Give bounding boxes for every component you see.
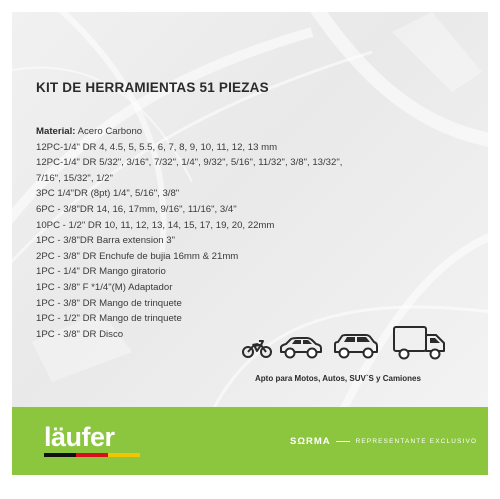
spec-line: 12PC-1/4" DR 4, 4.5, 5, 5.5, 6, 7, 8, 9, 10, 11, 12, 13 mm xyxy=(36,141,278,153)
spec-line: 1PC - 3/8" DR Disco xyxy=(36,328,124,340)
sorma-logo: SΩRMA xyxy=(290,435,331,447)
spec-line: 2PC - 3/8" DR Enchufe de bujia 16mm & 21mm xyxy=(36,250,239,262)
truck-icon xyxy=(392,325,448,361)
material-value: Acero Carbono xyxy=(77,126,143,137)
german-flag-stripe xyxy=(44,453,140,457)
spec-line: 7/16", 15/32", 1/2" xyxy=(36,172,113,184)
spec-line: 10PC - 1/2" DR 10, 11, 12, 13, 14, 15, 17, 19, 20, 22mm xyxy=(36,219,275,231)
motorcycle-icon xyxy=(242,337,272,359)
info-panel xyxy=(12,12,488,407)
material-line xyxy=(36,124,476,140)
flag-stripe-gold xyxy=(108,453,140,457)
laufer-logo: läufer xyxy=(44,422,115,452)
material-label: Material: xyxy=(36,126,76,137)
vehicle-icons xyxy=(242,325,467,365)
partner-badge xyxy=(290,433,477,449)
brand-footer xyxy=(12,407,488,475)
spec-line: 1PC - 1/2" DR Mango de trinquete xyxy=(36,313,182,325)
spec-line: 3PC 1/4"DR (8pt) 1/4", 5/16", 3/8" xyxy=(36,188,180,200)
product-title: KIT DE HERRAMIENTAS 51 PIEZAS xyxy=(36,80,269,95)
suv-icon xyxy=(332,333,380,359)
partner-tagline: REPRESENTANTE EXCLUSIVO xyxy=(355,437,478,445)
car-icon xyxy=(278,335,324,359)
spec-line: 1PC - 1/4" DR Mango giratorio xyxy=(36,266,166,278)
spec-line: 6PC - 3/8"DR 14, 16, 17mm, 9/16", 11/16", 3/4" xyxy=(36,203,237,215)
compatibility-caption: Apto para Motos, Autos, SUV`S y Camiones xyxy=(255,374,421,383)
partner-divider xyxy=(336,441,350,442)
spec-line: 1PC - 3/8" DR Mango de trinquete xyxy=(36,297,182,309)
flag-stripe-black xyxy=(44,453,76,457)
spec-list xyxy=(36,124,476,342)
spec-line: 1PC - 3/8" F *1/4"(M) Adaptador xyxy=(36,281,173,293)
spec-line: 1PC - 3/8"DR Barra extension 3" xyxy=(36,235,176,247)
flag-stripe-red xyxy=(76,453,108,457)
spec-line: 12PC-1/4" DR 5/32", 3/16", 7/32", 1/4", 9/32", 5/16", 11/32", 3/8", 13/32", xyxy=(36,157,343,169)
